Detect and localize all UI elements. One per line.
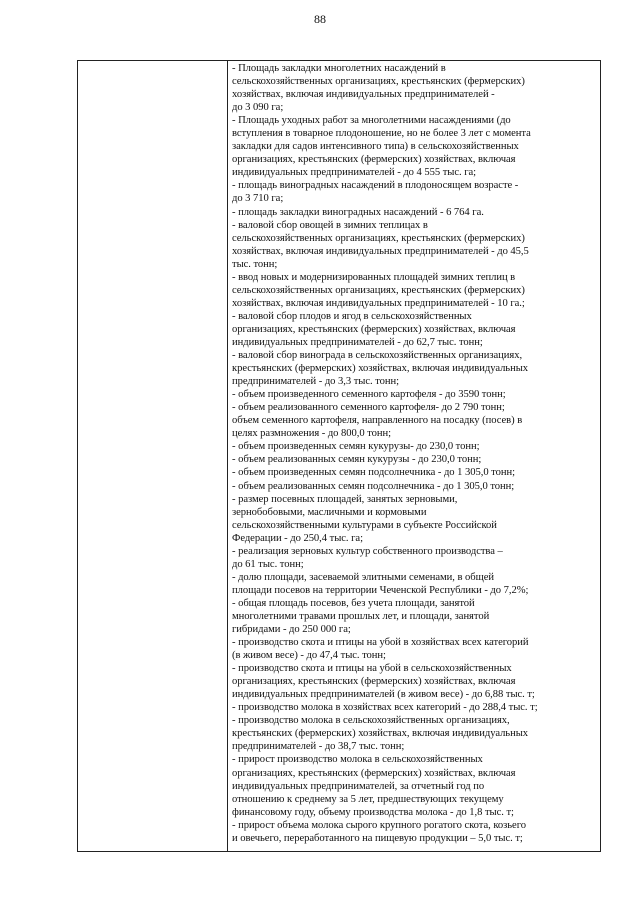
- text-line: - площадь закладки виноградных насаждений - 6 764 га.: [232, 206, 484, 218]
- text-line: - ввод новых и модернизированных площадей зимних теплиц в: [232, 271, 516, 283]
- text-line: - валовой сбор овощей в зимних теплицах в: [232, 219, 428, 231]
- text-line: - объем реализованных семян кукурузы - до 230,0 тонн;: [232, 454, 482, 466]
- text-line: до 3 710 га;: [232, 193, 284, 205]
- text-line: - валовой сбор плодов и ягод в сельскохозяйственных: [232, 310, 472, 322]
- text-line: индивидуальных предпринимателей (в живом весе) - до 6,88 тыс. т;: [232, 689, 535, 701]
- text-line: отношению к среднему за 5 лет, предшествующих текущему: [232, 793, 504, 805]
- column-divider: [227, 61, 228, 851]
- text-line: площади посевов на территории Чеченской Республики - до 7,2%;: [232, 584, 529, 596]
- page-number: 88: [314, 12, 326, 26]
- text-line: (в живом весе) - до 47,4 тыс. тонн;: [232, 650, 386, 662]
- text-line: сельскохозяйственных организациях, крестьянских (фермерских): [232, 76, 525, 88]
- text-line: - долю площади, засеваемой элитными семенами, в общей: [232, 571, 494, 583]
- text-line: индивидуальных предпринимателей, за отчетный год по: [232, 780, 485, 792]
- text-line: хозяйствах, включая индивидуальных предпринимателей - до 45,5: [232, 245, 529, 257]
- text-line: зернобобовыми, масличными и кормовыми: [232, 506, 427, 518]
- text-line: организациях, крестьянских (фермерских) хозяйствах, включая: [232, 323, 516, 335]
- text-line: сельскохозяйственными культурами в субъекте Российской: [232, 519, 497, 531]
- text-line: - реализация зерновых культур собственного производства –: [232, 545, 503, 557]
- text-line: - объем произведенных семян подсолнечника - до 1 305,0 тонн;: [232, 467, 515, 479]
- text-line: хозяйствах, включая индивидуальных предпринимателей - 10 га.;: [232, 297, 525, 309]
- text-line: закладки для садов интенсивного типа) в сельскохозяйственных: [232, 141, 519, 153]
- text-line: организациях, крестьянских (фермерских) хозяйствах, включая: [232, 676, 516, 688]
- text-line: сельскохозяйственных организациях, крестьянских (фермерских): [232, 232, 525, 244]
- text-line: организациях, крестьянских (фермерских) хозяйствах, включая: [232, 154, 516, 166]
- table-right-cell: [232, 62, 598, 845]
- text-line: гибридами - до 250 000 га;: [232, 624, 351, 636]
- text-line: - площадь виноградных насаждений в плодоносящем возрасте -: [232, 180, 519, 192]
- text-line: - производство скота и птицы на убой в хозяйствах всех категорий: [232, 637, 529, 649]
- text-line: - прирост производство молока в сельскохозяйственных: [232, 754, 483, 766]
- text-line: и овечьего, переработанного на пищевую продукции – 5,0 тыс. т;: [232, 832, 523, 844]
- text-line: - производство молока в сельскохозяйственных организациях,: [232, 715, 510, 727]
- text-line: - объем произведенных семян кукурузы- до 230,0 тонн;: [232, 441, 480, 453]
- text-line: организациях, крестьянских (фермерских) хозяйствах, включая: [232, 767, 516, 779]
- text-line: объем семенного картофеля, направленного на посадку (посев) в: [232, 415, 523, 427]
- text-line: - объем реализованных семян подсолнечника - до 1 305,0 тонн;: [232, 480, 515, 492]
- indicator-table: [77, 60, 601, 852]
- text-line: многолетними травами прошлых лет, и площади, занятой: [232, 610, 490, 622]
- text-line: до 61 тыс. тонн;: [232, 558, 304, 570]
- text-line: - Площадь уходных работ за многолетними насаждениями (до: [232, 115, 511, 127]
- text-line: предпринимателей - до 38,7 тыс. тонн;: [232, 741, 405, 753]
- text-line: Федерации - до 250,4 тыс. га;: [232, 532, 363, 544]
- text-line: индивидуальных предпринимателей - до 62,7 тыс. тонн;: [232, 336, 483, 348]
- text-line: крестьянских (фермерских) хозяйствах, включая индивидуальных: [232, 363, 529, 375]
- table-left-cell: [78, 61, 227, 851]
- text-line: - объем реализованного семенного картофеля- до 2 790 тонн;: [232, 402, 505, 414]
- text-line: - производство скота и птицы на убой в сельскохозяйственных: [232, 663, 512, 675]
- text-line: - Площадь закладки многолетних насаждений в: [232, 63, 446, 74]
- text-line: - производство молока в хозяйствах всех категорий - до 288,4 тыс. т;: [232, 702, 538, 714]
- text-line: сельскохозяйственных организациях, крестьянских (фермерских): [232, 284, 525, 296]
- text-line: - размер посевных площадей, занятых зерновыми,: [232, 493, 458, 505]
- text-line: целях размножения - до 800,0 тонн;: [232, 428, 392, 440]
- text-line: финансовому году, объему производства молока - до 1,8 тыс. т;: [232, 806, 514, 818]
- text-line: - объем произведенного семенного картофеля - до 3590 тонн;: [232, 389, 506, 401]
- text-line: - валовой сбор винограда в сельскохозяйственных организациях,: [232, 350, 523, 362]
- text-line: - общая площадь посевов, без учета площади, занятой: [232, 597, 475, 609]
- text-line: вступления в товарное плодоношение, но не более 3 лет с момента: [232, 128, 531, 140]
- text-line: - прирост объема молока сырого крупного рогатого скота, козьего: [232, 819, 526, 831]
- text-line: тыс. тонн;: [232, 258, 278, 270]
- text-line: до 3 090 га;: [232, 102, 284, 114]
- text-line: предпринимателей - до 3,3 тыс. тонн;: [232, 376, 400, 388]
- text-line: крестьянских (фермерских) хозяйствах, включая индивидуальных: [232, 728, 529, 740]
- text-line: индивидуальных предпринимателей - до 4 555 тыс. га;: [232, 167, 477, 179]
- text-line: хозяйствах, включая индивидуальных предпринимателей -: [232, 89, 495, 101]
